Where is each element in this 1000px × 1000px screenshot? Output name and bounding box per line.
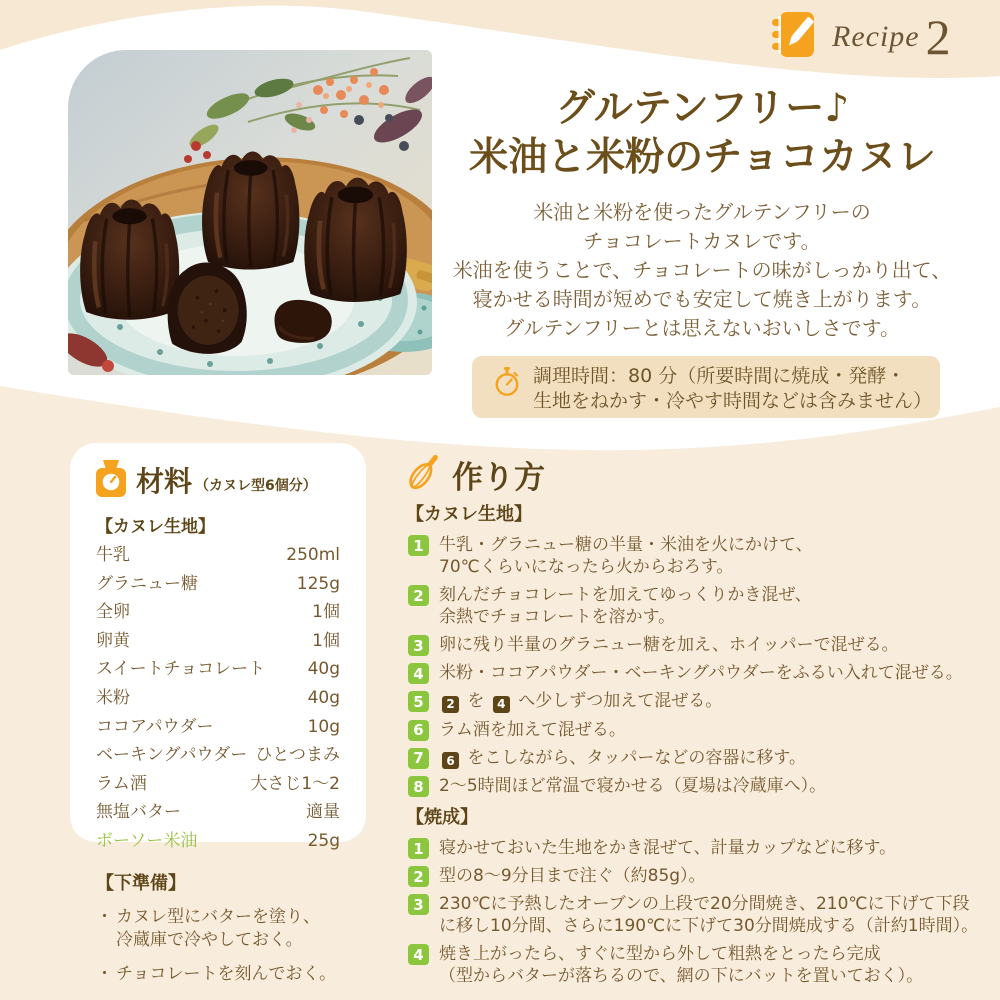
ingredient-name: ボーソー米油 <box>96 830 198 851</box>
instruction-step <box>406 634 982 656</box>
instruction-section-title: 【カヌレ生地】 <box>406 504 532 525</box>
description-line: チョコレートカヌレです。 <box>583 229 821 253</box>
step-text: ラム酒を加えて混ぜる。 <box>439 719 626 740</box>
ingredient-row <box>96 684 340 713</box>
ingredients-serving-note: （カヌレ型6個分） <box>195 478 317 494</box>
ingredient-row <box>96 627 340 656</box>
recipe-badge-number: 2 <box>925 9 951 65</box>
step-number-badge: 3 <box>408 635 429 656</box>
ingredient-name: 卵黄 <box>96 630 130 651</box>
step-text: 牛乳・グラニュー糖の半量・米油を火にかけて、 70℃くらいになったら火からおろす。 <box>439 535 813 577</box>
page-title-line2: 米油と米粉のチョコカヌレ <box>469 135 936 180</box>
ingredient-row <box>96 598 340 627</box>
ingredients-header <box>96 460 340 500</box>
ingredients-group-title: 【カヌレ生地】 <box>96 517 215 537</box>
step-number-badge: 4 <box>408 944 429 965</box>
ingredient-row <box>96 741 340 770</box>
recipe-badge-label: Recipe <box>832 20 920 53</box>
step-text: 米粉・ココアパウダー・ベーキングパウダーをふるい入れて混ぜる。 <box>439 663 963 683</box>
instruction-step <box>406 775 982 797</box>
bullet: ・ <box>96 907 113 927</box>
step-reference-badge: 6 <box>442 752 459 769</box>
ingredient-row <box>96 798 340 827</box>
ingredient-amount: 1個 <box>312 630 340 651</box>
step-text: 6 をこしながら、タッパーなどの容器に移す。 <box>439 747 806 770</box>
notebook-pencil-icon <box>770 10 822 64</box>
cook-time-box <box>472 356 940 418</box>
instruction-step <box>406 662 982 684</box>
step-number-badge: 1 <box>408 838 429 859</box>
ingredient-amount: ひとつまみ <box>255 745 340 766</box>
instruction-section-title: 【焼成】 <box>406 807 478 828</box>
description-line: 米油を使うことで、チョコレートの味がしっかり出て、 <box>452 258 952 282</box>
ingredient-name: グラニュー糖 <box>96 573 198 594</box>
prep-list <box>96 906 396 986</box>
ingredient-row <box>96 570 340 599</box>
ingredient-name: ベーキングパウダー <box>96 745 248 766</box>
ingredient-name: 全卵 <box>96 602 130 623</box>
step-number-badge: 3 <box>408 894 429 915</box>
ingredient-amount: 10g <box>307 716 340 737</box>
page-title <box>445 84 960 182</box>
ingredient-row <box>96 713 340 742</box>
recipe-badge <box>770 10 951 64</box>
cook-time-text <box>533 364 932 414</box>
instructions-header <box>406 452 982 496</box>
ingredient-amount: 大さじ1～2 <box>250 773 340 794</box>
step-number-badge: 2 <box>408 585 429 606</box>
step-text: 型の8～9分目まで注ぐ（約85g）。 <box>439 866 706 886</box>
instruction-step <box>406 534 982 578</box>
instruction-step <box>406 865 982 887</box>
ingredient-name: ラム酒 <box>96 773 147 794</box>
ingredient-row <box>96 655 340 684</box>
prep-text: カヌレ型にバターを塗り、 冷蔵庫で冷やしておく。 <box>116 907 320 950</box>
instruction-step <box>406 837 982 859</box>
step-number-badge: 4 <box>408 663 429 684</box>
scale-icon <box>96 460 126 501</box>
ingredient-name: スイートチョコレート <box>96 659 266 680</box>
ingredient-amount: 40g <box>307 659 340 680</box>
description-line: 米油と米粉を使ったグルテンフリーの <box>533 200 871 224</box>
step-number-badge: 8 <box>408 776 429 797</box>
step-text: 刻んだチョコレートを加えてゆっくりかき混ぜ、 余熱でチョコレートを溶かす。 <box>439 585 812 627</box>
stopwatch-icon <box>494 367 520 401</box>
description-line: グルテンフリーとは思えないおいしさです。 <box>504 316 900 340</box>
step-text: 卵に残り半量のグラニュー糖を加え、ホイッパーで混ぜる。 <box>439 635 899 655</box>
step-text: 230℃に予熱したオーブンの上段で20分間焼き、210℃に下げて下段 に移し10分間、さらに190℃に下げて30分間焼成する（計約1時間）。 <box>439 894 979 936</box>
step-number-badge: 6 <box>408 720 429 741</box>
instruction-step <box>406 584 982 628</box>
prep-item <box>96 963 396 986</box>
step-text: 2 を 4 へ少しずつ加えて混ぜる。 <box>439 690 722 713</box>
bullet: ・ <box>96 964 113 984</box>
step-text: 寝かせておいた生地をかき混ぜて、計量カップなどに移す。 <box>439 838 897 858</box>
cook-time-line1: 調理時間：80 分（所要時間に焼成・発酵・ <box>533 365 906 387</box>
instructions-section <box>406 452 982 993</box>
step-number-badge: 5 <box>408 691 429 712</box>
recipe-description <box>438 198 966 343</box>
instructions-heading: 作り方 <box>452 459 545 496</box>
ingredient-name: 無塩バター <box>96 802 181 823</box>
preparation-heading: 【下準備】 <box>96 873 186 894</box>
ingredient-amount: 25g <box>307 830 340 851</box>
instruction-sections <box>406 500 982 987</box>
ingredient-row <box>96 541 340 570</box>
ingredient-amount: 1個 <box>312 602 340 623</box>
instruction-step <box>406 747 982 770</box>
ingredient-amount: 125g <box>296 573 340 594</box>
instruction-step <box>406 719 982 741</box>
step-text: 焼き上がったら、すぐに型から外して粗熱をとったら完成 （型からバターが落ちるので、網の下にバットを置いておく）。 <box>439 944 924 986</box>
ingredient-name: 米粉 <box>96 687 130 708</box>
page-title-line1: グルテンフリー♪ <box>555 86 850 131</box>
preparation-section <box>96 869 396 986</box>
ingredients-heading: 材料 <box>136 465 193 498</box>
ingredient-row <box>96 770 340 799</box>
canele-photo <box>68 50 432 375</box>
step-reference-badge: 4 <box>493 696 510 713</box>
ingredient-name: ココアパウダー <box>96 716 214 737</box>
instruction-step <box>406 893 982 937</box>
step-reference-badge: 2 <box>442 696 459 713</box>
ingredient-amount: 250ml <box>286 545 340 565</box>
instruction-step <box>406 690 982 713</box>
ingredients-card <box>70 443 366 851</box>
ingredient-list <box>96 541 340 856</box>
prep-item <box>96 906 396 952</box>
ingredient-amount: 40g <box>307 687 340 708</box>
step-number-badge: 2 <box>408 866 429 887</box>
ingredient-amount: 適量 <box>306 802 340 823</box>
instruction-step <box>406 943 982 987</box>
ingredient-name: 牛乳 <box>96 545 130 565</box>
step-text: 2～5時間ほど常温で寝かせる（夏場は冷蔵庫へ）。 <box>439 776 827 796</box>
ingredient-row <box>96 827 340 856</box>
cook-time-line2: 生地をねかす・冷やす時間などは含みません） <box>533 390 933 412</box>
step-number-badge: 7 <box>408 748 429 769</box>
description-line: 寝かせる時間が短めでも安定して焼き上がります。 <box>472 287 932 311</box>
step-number-badge: 1 <box>408 535 429 556</box>
whisk-icon <box>406 451 442 497</box>
prep-text: チョコレートを刻んでおく。 <box>116 964 337 984</box>
